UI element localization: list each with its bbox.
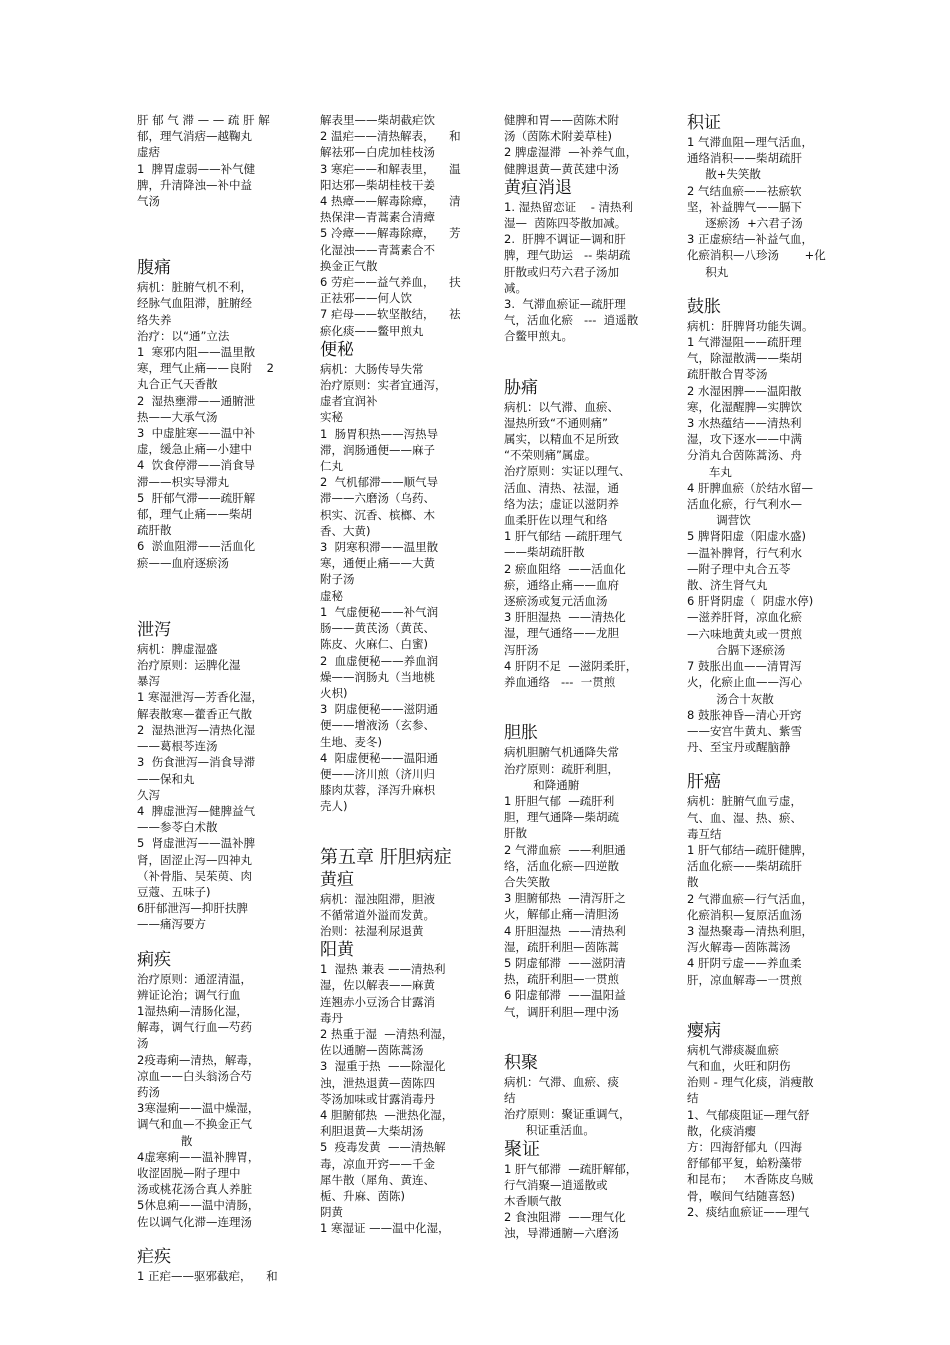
text-line: 肝，凉血解毒—一贯煎	[687, 972, 802, 987]
text-line: 热，疏肝利胆—一贯煎	[504, 972, 619, 987]
spacer	[137, 1230, 297, 1246]
text-line: 1、气郁痰阻证—理气舒	[687, 1107, 810, 1122]
text-line: 毒丹	[320, 1010, 343, 1025]
text-line: 7 鼓胀出血——清胃泻	[687, 659, 802, 674]
text-column-1	[137, 112, 297, 1284]
text-line: 络失养	[137, 312, 172, 327]
text-line: 6肝郁泄泻—抑肝扶脾	[137, 901, 248, 916]
text-line: 肝 郁 气 滞 — — 疏 肝 解	[137, 113, 270, 127]
text-line: 5休息痢——温中清肠，	[137, 1198, 260, 1213]
text-line: 疏肝散	[137, 523, 172, 538]
text-line: 化瘀消积—八珍汤 +化	[687, 248, 826, 263]
section-heading: 腹痛	[137, 258, 171, 279]
text-line: 治疗：以“通”立法	[137, 328, 230, 343]
text-line: 犀牛散（犀角、黄连、	[320, 1172, 435, 1187]
text-line: —温补脾肾，行气利水	[687, 545, 802, 560]
text-line: 治疗原则：运脾化湿	[137, 658, 241, 673]
text-line: 活血、清热、祛湿，通	[504, 480, 619, 495]
text-line: 脾，升清降浊—补中益	[137, 177, 252, 192]
text-line: 换金正气散	[320, 258, 378, 273]
text-line: 气，活血化瘀 --- 逍遥散	[504, 313, 639, 328]
text-line: 寒，通便止痛——大黄	[320, 556, 435, 571]
text-line: 4 饮食停滞——消食导	[137, 458, 256, 473]
text-line: 2 水湿困脾——温阳散	[687, 383, 802, 398]
text-line: 毒互结	[687, 826, 722, 841]
text-line: 3 中虚脏寒——温中补	[137, 426, 256, 441]
text-line: 收涩固脱—附子理中	[137, 1165, 241, 1180]
text-line: 壳人)	[320, 799, 348, 814]
text-line: 燥——润肠丸（当地桃	[320, 669, 435, 684]
text-line: 火，解郁止痛—清胆汤	[504, 907, 619, 922]
text-line: 久泻	[137, 787, 160, 802]
section-heading: 阳黄	[320, 940, 354, 961]
text-line: 1 湿热 兼表 ——清热利	[320, 962, 446, 977]
text-line: 苓汤加味或甘露消毒丹	[320, 1091, 435, 1106]
text-line: 4 肝阴不足 —滋阴柔肝，	[504, 658, 638, 673]
text-line: 病机：脏腑气机不利，	[137, 280, 252, 295]
section-heading: 鼓胀	[687, 296, 721, 317]
text-line: 气，调肝利胆—理中汤	[504, 1004, 619, 1019]
text-line: 2 气滞血瘀 ——利胆通	[504, 842, 626, 857]
text-line: 阳达邪—柴胡桂枝干姜	[320, 177, 435, 192]
text-line: 合膈下逐瘀汤	[687, 642, 786, 657]
text-line: 佐以调气化滞—连理汤	[137, 1214, 252, 1229]
text-line: 2 瘀血阻络 ——活血化	[504, 561, 626, 576]
text-line: 逐瘀汤 +六君子汤	[687, 216, 803, 231]
text-line: 治疗原则：实者宜通泻，	[320, 378, 447, 393]
text-line: 生地、麦冬)	[320, 734, 382, 749]
text-line: 丸合正气天香散	[137, 377, 218, 392]
text-line: 坚，补益脾气——膈下	[687, 199, 802, 214]
text-line: 解表里——柴胡截疟饮	[320, 113, 435, 127]
text-line: 2 血虚便秘——养血润	[320, 653, 439, 668]
text-line: 虚，缓急止痛—小建中	[137, 442, 252, 457]
text-line: 热——大承气汤	[137, 409, 218, 424]
text-line: 病机胆腑气机通降失常	[504, 745, 619, 760]
text-line: 2 食浊阻滞 ——理气化	[504, 1210, 626, 1225]
text-line: 健脾退黄—黄芪建中汤	[504, 161, 619, 176]
text-line: 积丸	[687, 264, 729, 279]
text-line: 4 胆腑郁热 —泄热化湿，	[320, 1107, 454, 1122]
text-line: 滞——六磨汤（乌药、	[320, 491, 435, 506]
text-line: 1湿热痢—清肠化湿，	[137, 1003, 248, 1018]
text-line: 活血化瘀，行气利水—	[687, 497, 802, 512]
text-line: 3 阴虚便秘——滋阴通	[320, 702, 439, 717]
text-line: 2 湿热泄泻—清热化湿	[137, 722, 256, 737]
text-line: 佐以通腑—茵陈蒿汤	[320, 1043, 424, 1058]
text-line: —六味地黄丸或一贯煎	[687, 626, 802, 641]
text-line: 络，活血化瘀—四逆散	[504, 858, 619, 873]
text-line: 2疫毒痢—清热，解毒，	[137, 1052, 260, 1067]
text-line: 肝散或归芍六君子汤加	[504, 264, 619, 279]
text-line: 胆，理气通降—柴胡疏	[504, 810, 619, 825]
spacer	[504, 690, 664, 722]
text-line: 2 热重于湿 —清热利湿，	[320, 1026, 454, 1041]
text-line: 4 热瘴——解毒除瘴， 清	[320, 194, 461, 209]
text-line: 2. 肝脾不调证—调和肝	[504, 232, 626, 247]
text-line: 5 阴虚郁滞 ——滋阴清	[504, 955, 626, 970]
text-line: —附子理中丸合五苓	[687, 561, 791, 576]
text-line: 虚者宜润补	[320, 394, 378, 409]
spacer	[137, 209, 297, 257]
text-line: 3 湿热聚毒—清热利胆，	[687, 923, 813, 938]
text-line: 4 阳虚便秘——温阳通	[320, 750, 439, 765]
text-line: 火枳)	[320, 685, 348, 700]
text-line: 1 肝气郁滞 —疏肝解郁，	[504, 1161, 638, 1176]
text-line: 汤合十灰散	[687, 691, 774, 706]
text-line: 豆蔻、五味子)	[137, 884, 211, 899]
text-line: 木香顺气散	[504, 1193, 562, 1208]
text-line: 3 湿重于热 ——除湿化	[320, 1059, 446, 1074]
text-line: “不荣则痛”属虚。	[504, 448, 597, 463]
text-line: 1 肝气郁结 —疏肝理气	[504, 529, 623, 544]
text-line: 治则：祛湿利尿退黄	[320, 923, 424, 938]
text-line: 瘀，通络止痛——血府	[504, 577, 619, 592]
spacer	[320, 815, 480, 847]
text-line: 1 寒湿证 ——温中化湿，	[320, 1221, 450, 1236]
text-line: ——柴胡疏肝散	[504, 545, 585, 560]
text-line: 5 肝郁气滞——疏肝解	[137, 490, 256, 505]
text-line: 辨证论治；调气行血	[137, 987, 241, 1002]
section-heading: 积证	[687, 113, 721, 133]
text-line: 散	[137, 1133, 193, 1148]
text-line: 5 脾肾阳虚（阳虚水盛)	[687, 529, 806, 544]
text-line: 6 阳虚郁滞 ——温阳益	[504, 988, 626, 1003]
text-line: 2 气机郁滞——顺气导	[320, 475, 439, 490]
text-line: 脾，理气助运 -- 柴胡疏	[504, 248, 631, 263]
text-line: 泻肝汤	[504, 642, 539, 657]
section-heading: 黄疸消退	[504, 177, 572, 198]
text-line: 仁丸	[320, 459, 343, 474]
text-line: 病机：脾虚湿盛	[137, 641, 218, 656]
text-line: 属实，以精血不足所致	[504, 432, 619, 447]
text-line: 瘀化痰——鳖甲煎丸	[320, 323, 424, 338]
text-line: 3 水热蕴结——清热利	[687, 416, 802, 431]
text-line: 治疗原则：聚证重调气，	[504, 1107, 631, 1122]
text-line: 湿— 茵陈四苓散加减。	[504, 216, 627, 231]
text-line: 便——济川煎（济川归	[320, 766, 435, 781]
text-line: 寒，化湿醒脾—实脾饮	[687, 399, 802, 414]
text-line: ——保和丸	[137, 771, 195, 786]
text-line: 和昆布； 木香陈皮乌贼	[687, 1172, 813, 1187]
text-line: 湿，佐以解表——麻黄	[320, 978, 435, 993]
text-line: 4 肝脾血瘀（於结水留—	[687, 480, 813, 495]
text-line: 热保津—青蒿素合清瘴	[320, 210, 435, 225]
text-column-2	[320, 112, 480, 1237]
section-heading: 痢疾	[137, 949, 171, 970]
text-line: 逐瘀汤或复元活血汤	[504, 594, 608, 609]
text-line: 郁，理气止痛——柴胡	[137, 507, 252, 522]
section-heading: 黄疸	[320, 869, 354, 890]
text-line: 虚痞	[137, 145, 160, 160]
text-line: 4虚寒痢——温补脾胃，	[137, 1149, 260, 1164]
text-line: 肠——黄芪汤（黄芪、	[320, 621, 435, 636]
text-line: 病机：肝脾肾功能失调。	[687, 318, 814, 333]
text-line: 积证重活血。	[504, 1123, 595, 1138]
text-line: 枳实、沉香、槟榔、木	[320, 507, 435, 522]
text-line: 舒郁郁平复，蛤粉藻带	[687, 1156, 802, 1171]
section-heading: 胆胀	[504, 723, 538, 744]
text-line: 湿，攻下逐水——中满	[687, 432, 802, 447]
text-line: 汤或桃花汤合真人养脏	[137, 1182, 252, 1197]
text-line: 5 冷瘴——解毒除瘴， 芳	[320, 226, 461, 241]
text-line: 3 正虚瘀结—补益气血，	[687, 232, 813, 247]
text-line: 2 湿热壅滞——通腑泄	[137, 393, 256, 408]
text-line: 化瘀消积—复原活血汤	[687, 907, 802, 922]
text-line: 附子汤	[320, 572, 355, 587]
text-line: 8 鼓胀神昏—清心开窍	[687, 707, 802, 722]
text-line: 利胆退黄—大柴胡汤	[320, 1124, 424, 1139]
text-line: 调气和血—不换金正气	[137, 1117, 252, 1132]
text-line: 实秘	[320, 410, 343, 425]
text-line: 3寒湿痢——温中燥湿，	[137, 1101, 260, 1116]
text-line: 1 气滞血阻—理气活血，	[687, 135, 813, 149]
section-heading: 聚证	[504, 1138, 540, 1160]
text-line: 3 寒疟——和解表里， 温	[320, 161, 461, 176]
text-line: 气汤	[137, 194, 160, 209]
text-line: 滞——枳实导滞丸	[137, 474, 229, 489]
text-line: 1 气滞湿阻——疏肝理	[687, 335, 802, 350]
text-line: 骨，喉间气结随喜怒)	[687, 1188, 795, 1203]
text-line: 健脾和胃——茵陈术附	[504, 113, 619, 127]
text-line: 浊，导滞通腑—六磨汤	[504, 1226, 619, 1241]
text-line: 散、济生肾气丸	[687, 578, 768, 593]
text-line: 气，除湿散满——柴胡	[687, 351, 802, 366]
spacer	[137, 571, 297, 619]
text-line: 病机：湿浊阻滞，胆液	[320, 891, 435, 906]
text-line: 1 气虚便秘——补气润	[320, 604, 439, 619]
text-line: 解毒，调气行血—芍药	[137, 1020, 252, 1035]
text-line: 3 胆腑郁热 —清泻肝之	[504, 891, 626, 906]
text-line: 7 疟母——软坚散结， 祛	[320, 307, 461, 322]
text-line: 火，化瘀止血——泻心	[687, 675, 802, 690]
text-line: 结	[687, 1091, 699, 1106]
text-line: 络为法；虚证以滋阴养	[504, 496, 619, 511]
text-line: 合失笑散	[504, 874, 550, 889]
text-line: 1 肝气郁结—疏肝健脾，	[687, 842, 813, 857]
text-line: 6 肝肾阴虚（ 阴虚水停)	[687, 594, 814, 609]
text-line: 4 脾虚泄泻—健脾益气	[137, 803, 256, 818]
text-line: 1 寒湿泄泻—芳香化湿，	[137, 690, 263, 705]
text-line: 治疗原则：通涩清温，	[137, 971, 252, 986]
text-line: 膝肉苁蓉，泽泻升麻枳	[320, 783, 435, 798]
text-line: 香、大黄)	[320, 523, 371, 538]
text-line: 2 气结血瘀——祛瘀软	[687, 183, 802, 198]
text-line: 药汤	[137, 1084, 160, 1099]
text-line: 2 温疟——清热解表， 和	[320, 129, 461, 144]
text-line: 不循常道外溢而发黄。	[320, 907, 435, 922]
text-line: 气和血，火旺和阴伤	[687, 1058, 791, 1073]
text-line: 病机：以气滞、血瘀、	[504, 399, 619, 414]
text-line: 栀、升麻、茵陈)	[320, 1188, 405, 1203]
text-line: 湿，疏肝利胆—茵陈蒿	[504, 939, 619, 954]
text-line: 泻火解毒—茵陈蒿汤	[687, 940, 791, 955]
text-line: 散，化痰消瘿	[687, 1123, 756, 1138]
text-line: 瘀——血府逐瘀汤	[137, 555, 229, 570]
text-line: 疏肝散合胃苓汤	[687, 367, 768, 382]
text-line: 3 肝胆湿热 ——清热化	[504, 610, 626, 625]
text-line: ——葛根芩连汤	[137, 739, 218, 754]
text-line: 解祛邪—白虎加桂枝汤	[320, 145, 435, 160]
text-line: 气、血、湿、热、瘀、	[687, 810, 802, 825]
text-line: 湿，理气通络——龙胆	[504, 626, 619, 641]
text-line: 治疗原则：疏肝利胆，	[504, 761, 619, 776]
text-line: 凉血——白头翁汤合芍	[137, 1068, 252, 1083]
text-line: 正祛邪——何人饮	[320, 291, 412, 306]
text-line: 血柔肝佐以理气和络	[504, 513, 608, 528]
text-line: 暴泻	[137, 674, 160, 689]
text-line: —滋养肝肾，凉血化瘀	[687, 610, 802, 625]
text-line: 毒，凉血开窍——千金	[320, 1156, 435, 1171]
text-line: 活血化瘀——柴胡疏肝	[687, 859, 802, 874]
text-line: 5 肾虚泄泻——温补脾	[137, 836, 256, 851]
text-line: 1. 湿热留恋证 - 清热利	[504, 199, 634, 214]
text-line: 滞，润肠通便——麻子	[320, 442, 435, 457]
text-line: 病机：气滞、血瘀、痰	[504, 1074, 619, 1089]
spacer	[687, 755, 847, 771]
text-line: 郁，理气消痞—越鞠丸	[137, 129, 252, 144]
text-line: 方：四海舒郁丸（四海	[687, 1139, 802, 1154]
section-heading: 肝癌	[687, 772, 721, 793]
section-heading: 泄泻	[137, 619, 171, 640]
text-line: 分消丸合茵陈蒿汤、舟	[687, 448, 802, 463]
text-line: 便——增液汤（玄参、	[320, 718, 435, 733]
section-heading: 便秘	[320, 339, 354, 360]
text-line: 1 脾胃虚弱——补气健	[137, 161, 256, 176]
text-line: 调营饮	[687, 513, 751, 528]
text-line: 结	[504, 1090, 516, 1105]
text-line: ——安宫牛黄丸、紫雪	[687, 723, 802, 738]
text-line: 减。	[504, 280, 527, 295]
spacer	[687, 280, 847, 296]
text-line: 1 肝胆气郁 —疏肝利	[504, 793, 615, 808]
section-heading: 胁痛	[504, 377, 538, 398]
text-line: 3 阴寒积滞——温里散	[320, 540, 439, 555]
text-line: 散	[687, 875, 699, 890]
text-line: 汤（茵陈术附姜草桂)	[504, 129, 612, 144]
text-line: 虚秘	[320, 588, 343, 603]
section-heading: 积聚	[504, 1052, 538, 1073]
text-column-4	[687, 112, 847, 1220]
text-line: 5 疫毒发黄 ——清热解	[320, 1140, 446, 1155]
text-line: 阴黄	[320, 1205, 343, 1220]
text-line: 3. 气滞血瘀证—疏肝理	[504, 297, 626, 312]
spacer	[504, 1020, 664, 1052]
text-line: 连翘赤小豆汤合甘露消	[320, 994, 435, 1009]
text-line: 肾，固涩止泻—四神丸	[137, 852, 252, 867]
text-line: 6 淤血阻滞——活血化	[137, 539, 256, 554]
text-line: 1 寒邪内阻——温里散	[137, 345, 256, 360]
text-line: 和降通腑	[504, 777, 580, 792]
text-line: 化湿浊——青蒿素合不	[320, 242, 435, 257]
text-line: 湿热所致“不通则痛”	[504, 415, 608, 430]
text-line: 病机：脏腑气血亏虚，	[687, 794, 802, 809]
text-line: ——痛泻要方	[137, 917, 206, 932]
section-heading: 第五章 肝胆病症	[320, 846, 452, 868]
text-column-3	[504, 112, 664, 1242]
text-line: 1 肠胃积热——泻热导	[320, 426, 439, 441]
text-line: 行气消聚—逍遥散或	[504, 1177, 608, 1192]
spacer	[687, 988, 847, 1020]
text-line: （补骨脂、吴茱萸、肉	[137, 868, 252, 883]
text-line: 治则 - 理气化痰，消瘦散	[687, 1075, 814, 1090]
text-line: 经脉气血阻滞，脏腑经	[137, 296, 252, 311]
spacer	[137, 933, 297, 949]
text-line: 合鳖甲煎丸。	[504, 329, 573, 344]
text-line: 2 气滞血瘀—行气活血，	[687, 891, 813, 906]
text-line: 寒，理气止痛——良附 2	[137, 361, 274, 376]
text-line: 病机气滞痰凝血瘀	[687, 1042, 779, 1057]
text-line: 浊，泄热退黄—茵陈四	[320, 1075, 435, 1090]
text-line: 治疗原则：实证以理气、	[504, 464, 631, 479]
text-line: 散+失笑散	[687, 167, 761, 182]
text-line: 车丸	[687, 464, 732, 479]
text-line: 2、痰结血瘀证——理气	[687, 1204, 810, 1219]
text-line: 陈皮、火麻仁、白蜜)	[320, 637, 428, 652]
text-line: 丹、至宝丹或醒脑静	[687, 740, 791, 755]
section-heading: 瘿病	[687, 1020, 721, 1041]
text-line: 3 伤食泄泻—消食导滞	[137, 755, 256, 770]
text-line: 4 肝阴亏虚——养血柔	[687, 956, 802, 971]
text-line: 4 肝胆湿热 ——清热利	[504, 923, 626, 938]
text-line: 汤	[137, 1036, 149, 1051]
text-line: 6 劳疟——益气养血， 扶	[320, 275, 461, 290]
text-line: 养血通络 --- 一贯煎	[504, 675, 616, 690]
text-line: 通络消积——柴胡疏肝	[687, 151, 802, 166]
text-line: ——参苓白术散	[137, 820, 218, 835]
section-heading: 疟疾	[137, 1246, 171, 1267]
text-line: 解表散寒—藿香正气散	[137, 706, 252, 721]
text-line: 2 脾虚湿滞 —补养气血，	[504, 145, 638, 160]
text-line: 病机：大肠传导失常	[320, 361, 424, 376]
spacer	[504, 345, 664, 377]
text-line: 1 正疟——驱邪截疟， 和	[137, 1268, 278, 1283]
text-line: 肝散	[504, 826, 527, 841]
